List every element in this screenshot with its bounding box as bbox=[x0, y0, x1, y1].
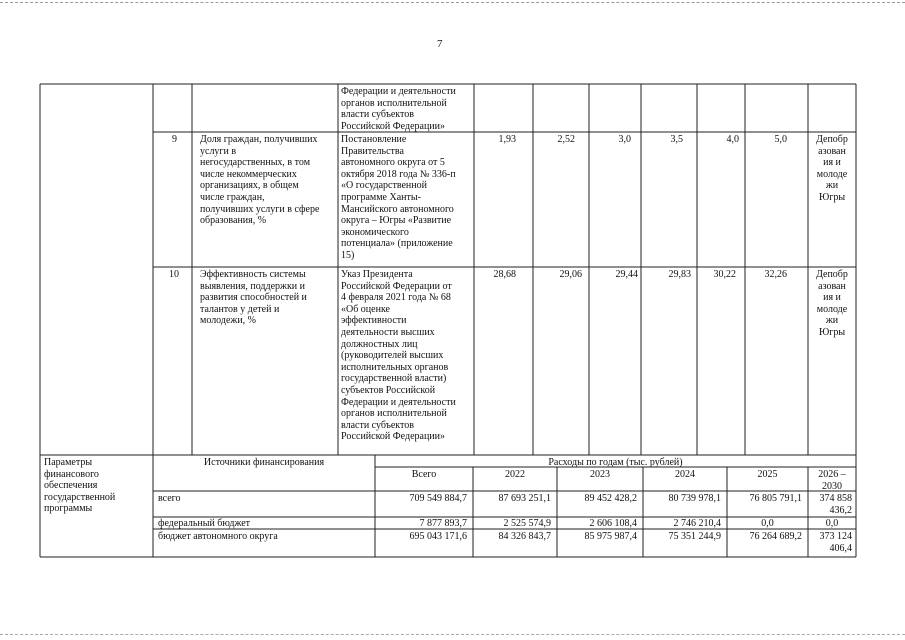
row-9-value-5: 4,0 bbox=[726, 134, 739, 145]
finance-years-header: Расходы по годам (тыс. рублей) bbox=[548, 457, 683, 468]
finance-row-regional-2025: 76 264 689,2 bbox=[749, 531, 802, 542]
finance-row-total-2025: 76 805 791,1 bbox=[749, 493, 802, 504]
finance-col-2024: 2024 bbox=[675, 469, 695, 480]
finance-row-federal-source: федеральный бюджет bbox=[158, 518, 251, 529]
finance-row-regional-2023: 85 975 987,4 bbox=[584, 531, 637, 542]
finance-col-2023: 2023 bbox=[590, 469, 610, 480]
row-10-value-5: 30,22 bbox=[713, 269, 736, 280]
finance-row-regional-2022: 84 326 843,7 bbox=[498, 531, 551, 542]
finance-col-2025: 2025 bbox=[757, 469, 778, 480]
row-10-value-3: 29,44 bbox=[615, 269, 638, 280]
page-number: 7 bbox=[437, 38, 443, 50]
finance-row-regional-2026: 373 124 406,4 bbox=[819, 531, 852, 554]
row-9-value-1: 1,93 bbox=[498, 134, 516, 145]
row-cont-basis: Федерации и деятельности органов исполнительной власти субъектов Российской Федерации» bbox=[341, 86, 456, 132]
row-9-value-2: 2,52 bbox=[557, 134, 575, 145]
finance-section-label: Параметры финансового обеспечения государственной программы bbox=[44, 457, 116, 515]
finance-row-total-2024: 80 739 978,1 bbox=[668, 493, 721, 504]
finance-row-regional-source: бюджет автономного округа bbox=[158, 531, 278, 542]
row-9-indicator: Доля граждан, получивших услуги в негосударственных, в том числе некоммерческих организациях, в общем числе граждан, получивших услуги в сфере образования, % bbox=[200, 134, 320, 227]
row-10-basis: Указ Президента Российской Федерации от 4 февраля 2021 года № 68 «Об оценке эффективности деятельности высших должностных лиц (руководителей высших исполнительных органов государственной власти) субъектов Российской Федерации и деятельности органов исполнительной власти субъектов Российской Федерации» bbox=[341, 269, 456, 443]
row-9-number: 9 bbox=[172, 134, 177, 145]
row-9-responsible: Депобр азован ия и молоде жи Югры bbox=[816, 134, 848, 203]
finance-row-regional-all: 695 043 171,6 bbox=[409, 531, 467, 542]
finance-row-total-2022: 87 693 251,1 bbox=[498, 493, 551, 504]
finance-row-federal-2025: 0,0 bbox=[761, 518, 774, 529]
finance-row-federal-2024: 2 746 210,4 bbox=[673, 518, 721, 529]
finance-row-federal-2023: 2 606 108,4 bbox=[589, 518, 637, 529]
row-10-indicator: Эффективность системы выявления, поддержки и развития способностей и талантов у детей и молодежи, % bbox=[200, 269, 307, 327]
row-9-value-6: 5,0 bbox=[774, 134, 787, 145]
row-9-value-3: 3,0 bbox=[618, 134, 631, 145]
row-10-value-4: 29,83 bbox=[668, 269, 691, 280]
finance-row-total-source: всего bbox=[158, 493, 181, 504]
finance-row-total-2023: 89 452 428,2 bbox=[584, 493, 637, 504]
finance-sources-header: Источники финансирования bbox=[203, 457, 325, 468]
row-10-value-6: 32,26 bbox=[764, 269, 787, 280]
finance-row-federal-2026: 0,0 bbox=[825, 518, 839, 529]
finance-col-2026-2030: 2026 – 2030 bbox=[818, 469, 846, 492]
row-9-value-4: 3,5 bbox=[670, 134, 683, 145]
finance-col-2022: 2022 bbox=[505, 469, 525, 480]
finance-col-total: Всего bbox=[411, 469, 437, 480]
row-10-number: 10 bbox=[169, 269, 179, 280]
row-10-value-1: 28,68 bbox=[493, 269, 516, 280]
finance-row-federal-2022: 2 525 574,9 bbox=[503, 518, 551, 529]
row-9-basis: Постановление Правительства автономного округа от 5 октября 2018 года № 336-п «О государственной программе Ханты- Мансийского автономного округа – Югры «Развитие экономического потенциала» (приложение 15) bbox=[341, 134, 456, 261]
finance-row-federal-all: 7 877 893,7 bbox=[419, 518, 467, 529]
finance-row-total-2026: 374 858 436,2 bbox=[819, 493, 852, 516]
finance-row-regional-2024: 75 351 244,9 bbox=[668, 531, 721, 542]
finance-row-total-all: 709 549 884,7 bbox=[409, 493, 467, 504]
row-10-responsible: Депобр азован ия и молоде жи Югры bbox=[816, 269, 848, 338]
row-10-value-2: 29,06 bbox=[559, 269, 582, 280]
